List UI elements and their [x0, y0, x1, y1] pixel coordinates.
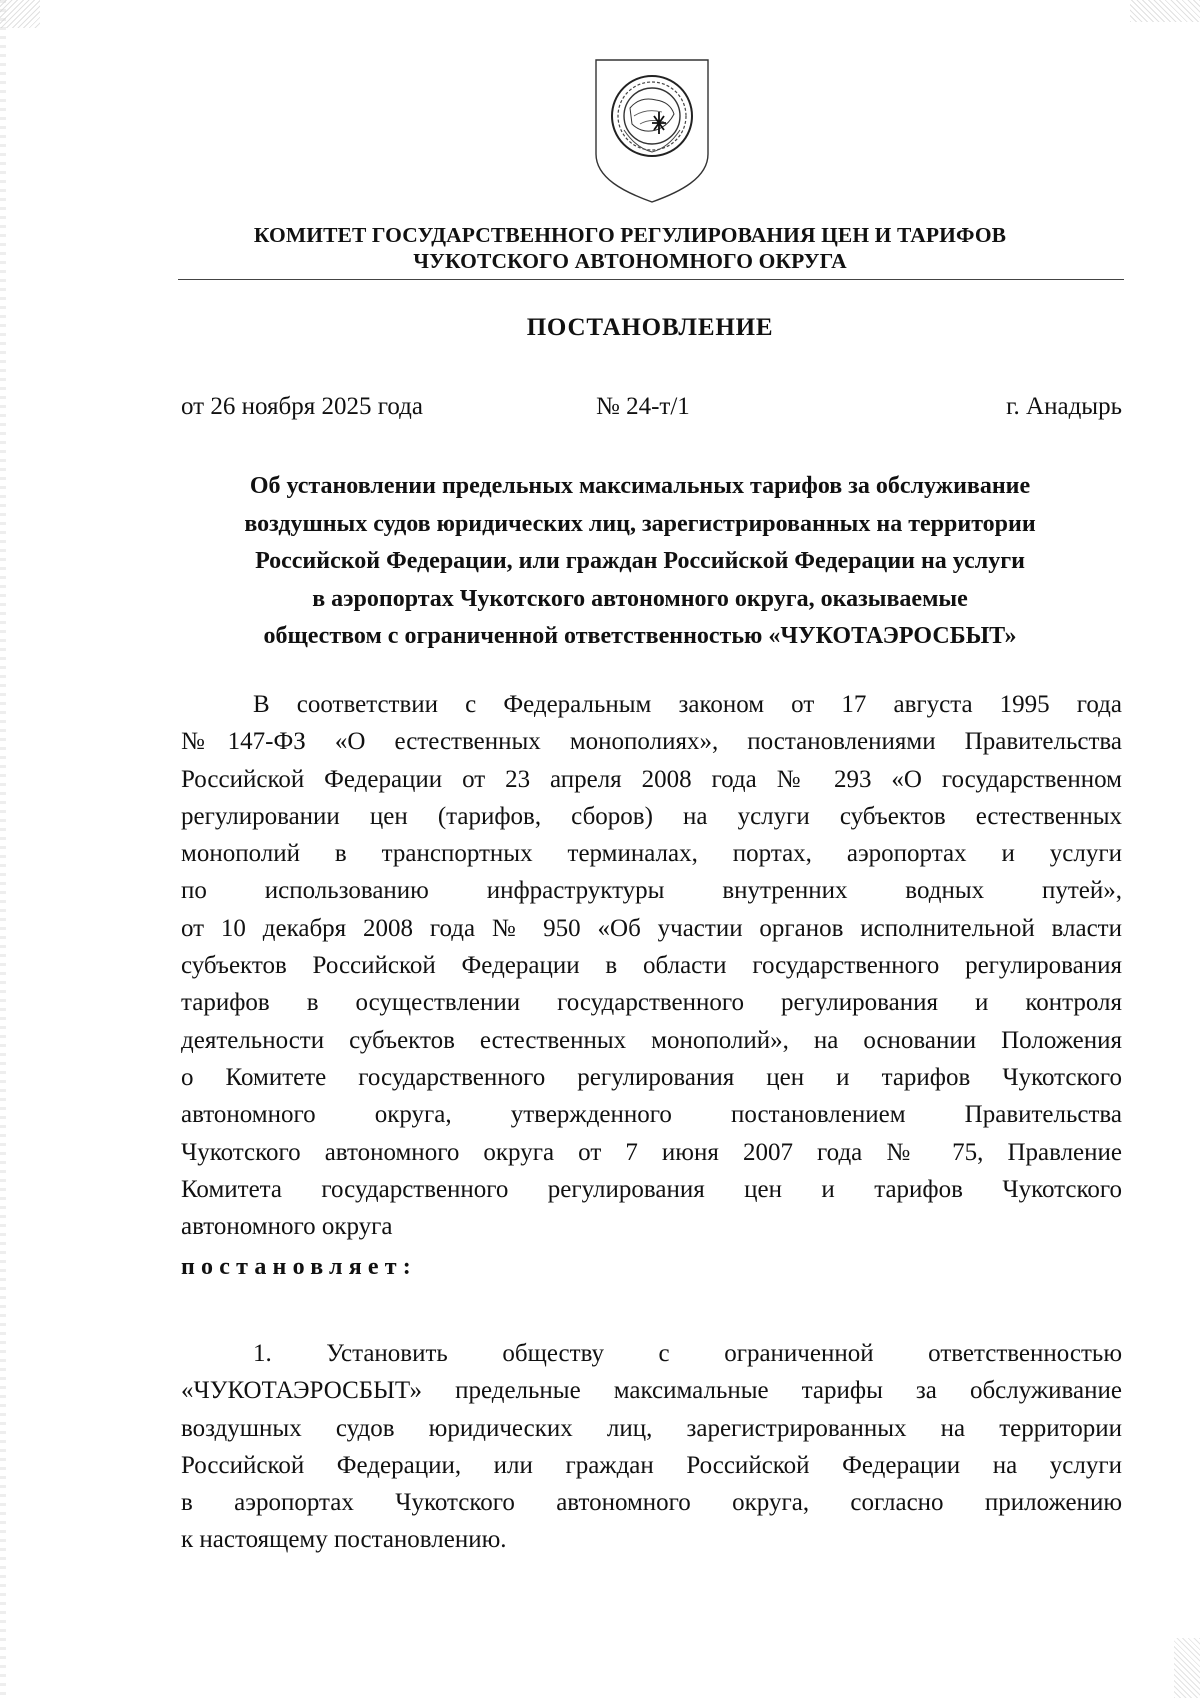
preamble-line: субъектов Российской Федерации в области государственного регулирования [181, 952, 1122, 980]
preamble-line: деятельности субъектов естественных монополий», на основании Положения [181, 1026, 1122, 1054]
organization-name [160, 222, 1100, 274]
scan-edge-left [0, 0, 6, 1698]
preamble-line: о Комитете государственного регулирования цен и тарифов Чукотского [181, 1063, 1122, 1091]
clause-line: Российской Федерации, или граждан Российской Федерации на услуги [181, 1451, 1122, 1479]
clause-line: 1. Установить обществу с ограниченной ответственностью [253, 1340, 1122, 1367]
preamble-line: от 10 декабря 2008 года № 950 «Об участии органов исполнительной власти [181, 914, 1122, 942]
document-number: № 24-т/1 [596, 393, 690, 420]
subject-line: Российской Федерации, или граждан Российской Федерации на услуги [255, 548, 1025, 574]
clause-line: «ЧУКОТАЭРОСБЫТ» предельные максимальные тарифы за обслуживание [181, 1377, 1122, 1405]
document-type-title: ПОСТАНОВЛЕНИЕ [526, 314, 774, 341]
subject-line: Об установлении предельных максимальных тарифов за обслуживание [249, 473, 1031, 499]
preamble-line: В соответствии с Федеральным законом от 17 августа 1995 года [253, 691, 1122, 718]
scan-corner-bottom-right [1174, 1638, 1200, 1698]
preamble-line: тарифов в осуществлении государственного регулирования и контроля [181, 989, 1122, 1017]
scan-corner-top-right [1130, 0, 1200, 22]
preamble-line: автономного округа [181, 1213, 393, 1241]
subject-line: обществом с ограниченной ответственностью «ЧУКОТАЭРОСБЫТ» [263, 623, 1017, 649]
organization-line-2: ЧУКОТСКОГО АВТОНОМНОГО ОКРУГА [413, 249, 847, 273]
coat-of-arms-emblem [590, 56, 714, 206]
organization-line-1: КОМИТЕТ ГОСУДАРСТВЕННОГО РЕГУЛИРОВАНИЯ ЦЕН И ТАРИФОВ [253, 223, 1007, 247]
subject-line: воздушных судов юридических лиц, зарегистрированных на территории [244, 510, 1036, 537]
clause-line: в аэропортах Чукотского автономного округа, согласно приложению [181, 1489, 1122, 1517]
document-date: от 26 ноября 2025 года [181, 393, 423, 420]
preamble-line: регулировании цен (тарифов, сборов) на услуги субъектов естественных [181, 802, 1122, 830]
decree-word: постановляет: [181, 1254, 417, 1280]
clause-line: к настоящему постановлению. [181, 1526, 507, 1554]
clause-line: воздушных судов юридических лиц, зарегистрированных на территории [181, 1414, 1122, 1442]
preamble-line: Комитета государственного регулирования цен и тарифов Чукотского [181, 1175, 1122, 1203]
clause-1-paragraph [181, 1335, 1122, 1559]
document-subject [140, 468, 1140, 656]
subject-line: в аэропортах Чукотского автономного округа, оказываемые [312, 585, 968, 612]
preamble-line: автономного округа, утвержденного постановлением Правительства [181, 1101, 1122, 1129]
preamble-line: по использованию инфраструктуры внутренних водных путей», [181, 877, 1122, 905]
preamble-paragraph [181, 686, 1122, 1245]
preamble-line: №147-ФЗ «О естественных монополиях», постановлениями Правительства [181, 728, 1122, 756]
scan-corner-top-left [0, 0, 40, 28]
document-place: г. Анадырь [1006, 393, 1122, 420]
preamble-line: монополий в транспортных терминалах, портах, аэропортах и услуги [181, 840, 1122, 868]
preamble-line: Российской Федерации от 23 апреля 2008 года № 293 «О государственном [181, 765, 1122, 793]
header-divider [178, 279, 1124, 280]
preamble-line: Чукотского автономного округа от 7 июня 2007 года № 75, Правление [181, 1138, 1122, 1166]
